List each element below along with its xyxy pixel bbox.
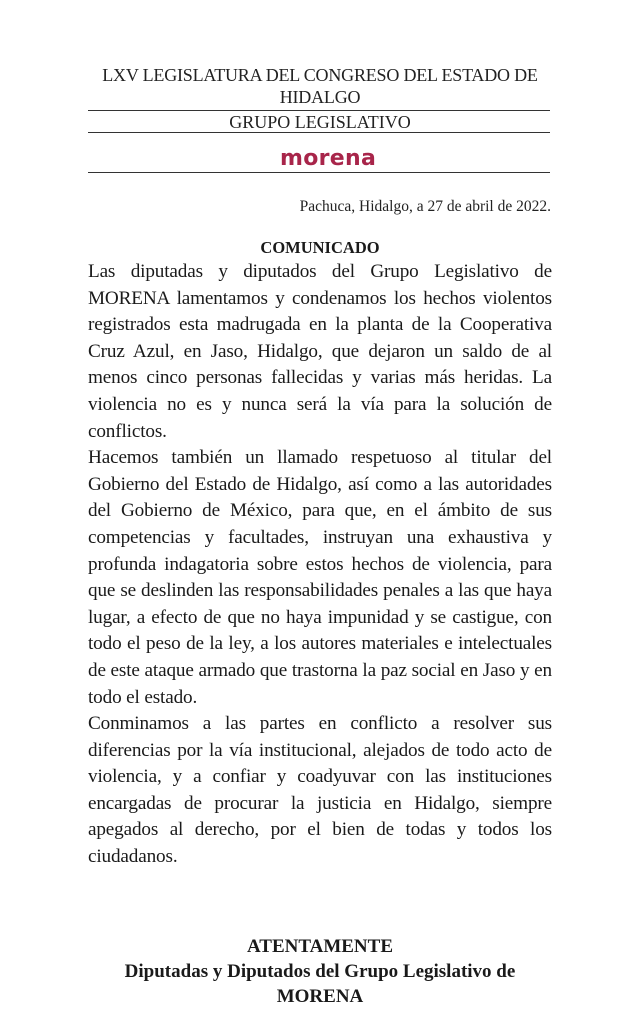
document-title: COMUNICADO [260,238,380,257]
closing-block [80,934,560,1009]
signatory-line: Diputadas y Diputados del Grupo Legislativo de [124,961,516,982]
paragraph: Conminamos a las partes en conflicto a resolver sus diferencias por la vía institucional, alejados de todo acto de violencia, y a confiar y coadyuvar con las instituciones encargadas de procurar la justicia en Hidalgo, siempre apegados al derecho, por el bien de todas y todos los ciudadanos. [88,713,552,868]
institution-heading: LXV LEGISLATURA DEL CONGRESO DEL ESTADO DE HIDALGO [102,65,538,107]
signatory-line: MORENA [276,986,364,1007]
document-body [88,259,552,871]
header-rule-middle [88,132,550,133]
group-heading: GRUPO LEGISLATIVO [229,112,411,132]
header-rule-bottom [88,172,550,173]
paragraph: Hacemos también un llamado respetuoso al titular del Gobierno del Estado de Hidalgo, así como a las autoridades del Gobierno de México, para que, en el ámbito de sus competencias y facultades, instruyan una exhaustiva y profunda indagatoria sobre estos hechos de violencia, para que se deslinden las responsabilidades penales a las que haya lugar, a efecto de que no haya impunidad y se castigue, con todo el peso de la ley, a los autores materiales e intelectuales de este ataque armado que trastorna la paz social en Jaso y en todo el estado. [88,447,552,708]
paragraph: Las diputadas y diputados del Grupo Legislativo de MORENA lamentamos y condenamos los hechos violentos registrados esta madrugada en la planta de la Cooperativa Cruz Azul, en Jaso, Hidalgo, que dejaron un saldo de al menos cinco personas fallecidas y varias más heridas. La violencia no es y nunca será la vía para la solución de conflictos. [88,261,552,442]
dateline: Pachuca, Hidalgo, a 27 de abril de 2022. [299,198,551,215]
morena-logo: morena [280,146,377,171]
closing-salutation: ATENTAMENTE [246,936,394,957]
header-rule-top [88,110,550,111]
